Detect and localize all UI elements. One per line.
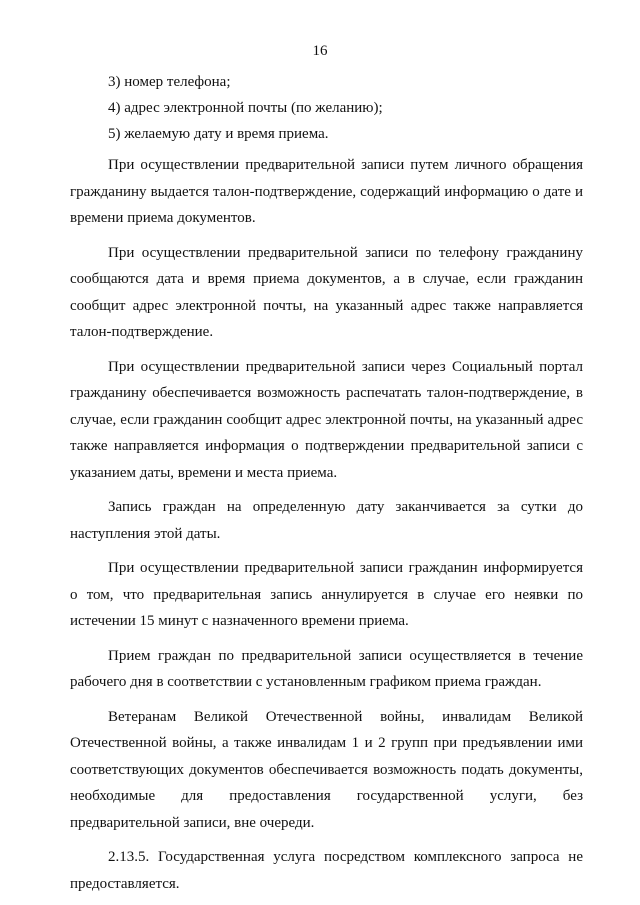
paragraph-phone-booking: При осуществлении предварительной записи по телефону гражданину сообщаются дата и время приема документов, а в случае, если гражданин сообщит адрес электронной почты, на указанный адрес также направляется талон-подтверждение. (70, 244, 583, 340)
paragraph-reception-schedule: Прием граждан по предварительной записи осуществляется в течение рабочего дня в соответствии с установленным графиком приема граждан. (70, 647, 583, 690)
list-item-date-time: 5) желаемую дату и время приема. (108, 126, 329, 142)
paragraph-personal-visit: При осуществлении предварительной записи путем личного обращения гражданину выдается талон-подтверждение, содержащий информацию о дате и времени приема документов. (70, 157, 583, 226)
paragraph-cancellation: При осуществлении предварительной записи гражданин информируется о том, что предварительная запись аннулируется в случае его неявки по истечении 15 минут с назначенного времени приема. (70, 560, 583, 629)
paragraph-section-2-13-5: 2.13.5. Государственная услуга посредством комплексного запроса не предоставляется. (70, 849, 583, 892)
paragraph-social-portal: При осуществлении предварительной записи через Социальный портал гражданину обеспечивается возможность распечатать талон-подтверждение, в случае, если гражданин сообщит адрес электронной почты, на указанный адрес также направляется информация о подтверждении предварительной записи с указанием даты, времени и места приема. (70, 358, 583, 481)
list-item-email: 4) адрес электронной почты (по желанию); (108, 100, 383, 116)
paragraph-booking-deadline: Запись граждан на определенную дату заканчивается за сутки до наступления этой даты. (70, 499, 583, 542)
page-number: 16 (312, 43, 328, 59)
document-body (70, 73, 583, 905)
paragraph-veterans-priority: Ветеранам Великой Отечественной войны, инвалидам Великой Отечественной войны, а также инвалидам 1 и 2 групп при предъявлении ими соответствующих документов обеспечивается возможность подать документы, необходимые для предоставления государственной услуги, без предварительной записи, вне очереди. (70, 708, 583, 831)
list-item-phone: 3) номер телефона; (108, 74, 231, 90)
